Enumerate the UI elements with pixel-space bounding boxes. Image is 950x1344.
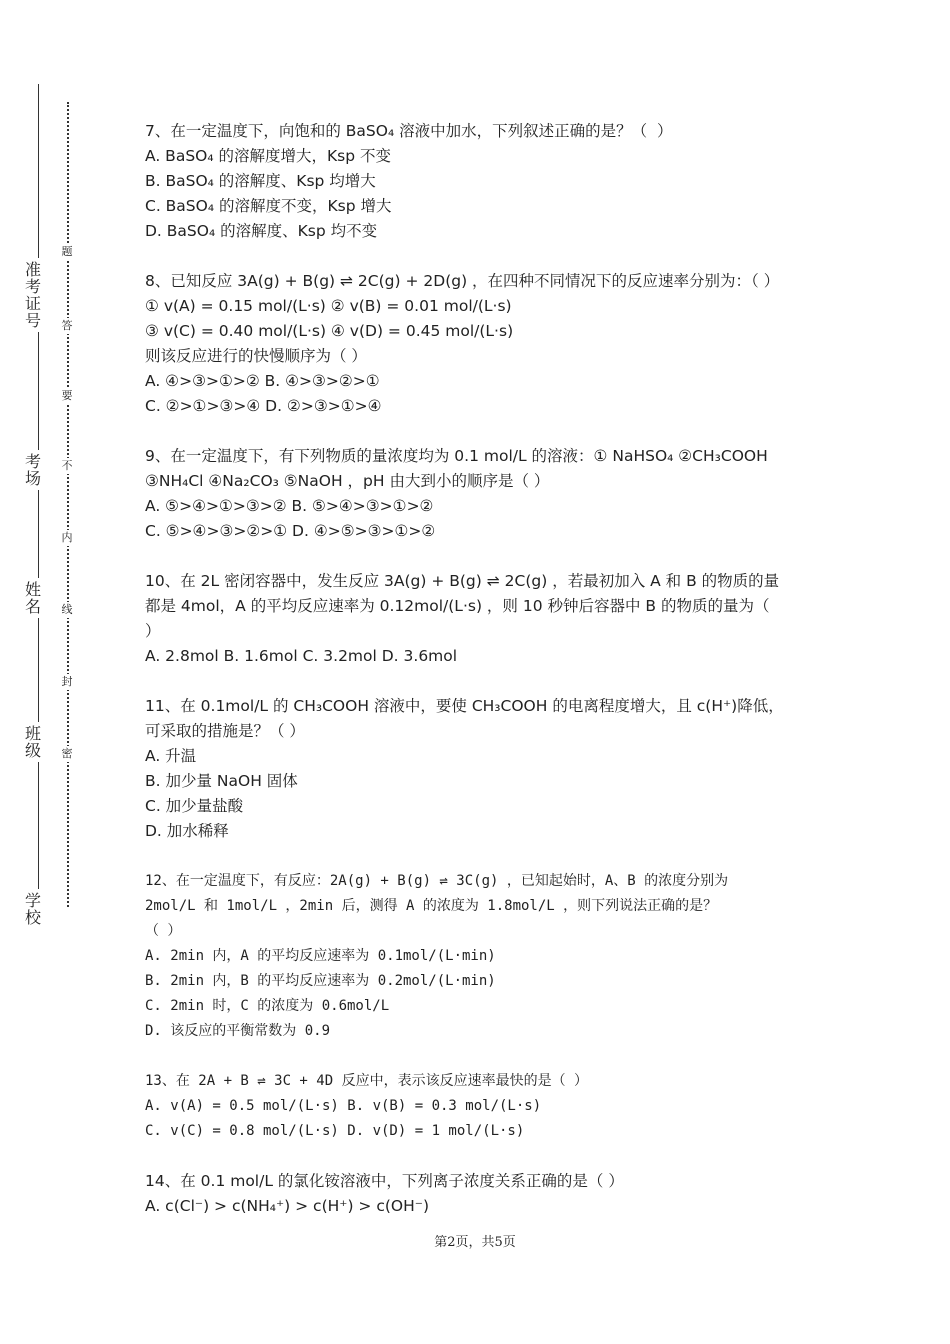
question-line: C. v(C) = 0.8 mol/(L·s) D. v(D) = 1 mol/(L·s): [145, 1123, 525, 1139]
question-line: A. 升温: [145, 747, 197, 765]
question-line: 都是 4mol，A 的平均反应速率为 0.12mol/(L·s) ，则 10 秒钟后容器中 B 的物质的量为（: [145, 597, 770, 615]
seal-char: 线: [61, 603, 73, 616]
question-line: A. BaSO₄ 的溶解度增大，Ksp 不变: [145, 147, 392, 165]
binding-solid-line: [38, 84, 39, 929]
question-12: [145, 869, 825, 1044]
question-8: [145, 269, 825, 419]
question-7: [145, 119, 825, 244]
question-11: [145, 694, 825, 844]
question-line: A. 2.8mol B. 1.6mol C. 3.2mol D. 3.6mol: [145, 647, 458, 665]
question-line: 则该反应进行的快慢顺序为（ ）: [145, 347, 367, 365]
label-exam-room: 考场: [24, 452, 41, 488]
page-footer: 第2页，共5页: [434, 1235, 516, 1250]
question-10: [145, 569, 825, 669]
question-line: A. ⑤>④>①>③>② B. ⑤>④>③>①>②: [145, 497, 434, 515]
question-line: C. BaSO₄ 的溶解度不变，Ksp 增大: [145, 197, 392, 215]
question-line: A. 2min 内，A 的平均反应速率为 0.1mol/(L·min): [145, 948, 496, 964]
question-line: C. 加少量盐酸: [145, 797, 244, 815]
question-stem: 10、在 2L 密闭容器中，发生反应 3A(g) + B(g) ⇌ 2C(g) ，若最初加入 A 和 B 的物质的量: [145, 572, 780, 590]
question-line: C. 2min 时，C 的浓度为 0.6mol/L: [145, 998, 390, 1014]
question-stem: 12、在一定温度下，有反应：2A(g) + B(g) ⇌ 3C(g) ，已知起始时，A、B 的浓度分别为: [145, 873, 729, 889]
question-line: D. 加水稀释: [145, 822, 229, 840]
question-line: B. 加少量 NaOH 固体: [145, 772, 298, 790]
label-exam-number: 准考证号: [24, 260, 41, 330]
label-class: 班级: [24, 724, 41, 760]
seal-char: 答: [61, 319, 73, 332]
question-9: [145, 444, 825, 544]
seal-char: 要: [61, 389, 73, 402]
question-line: ③NH₄Cl ④Na₂CO₃ ⑤NaOH ，pH 由大到小的顺序是（ ）: [145, 472, 550, 490]
question-line: D. BaSO₄ 的溶解度、Ksp 均不变: [145, 222, 378, 240]
question-line: 2mol/L 和 1mol/L ，2min 后，测得 A 的浓度为 1.8mol/L ，则下列说法正确的是？: [145, 898, 718, 914]
question-line: B. 2min 内，B 的平均反应速率为 0.2mol/(L·min): [145, 973, 496, 989]
question-line: C. ②>①>③>④ D. ②>③>①>④: [145, 397, 382, 415]
question-stem: 11、在 0.1mol/L 的 CH₃COOH 溶液中，要使 CH₃COOH 的电离程度增大，且 c(H⁺)降低，: [145, 697, 784, 715]
question-stem: 7、在一定温度下，向饱和的 BaSO₄ 溶液中加水，下列叙述正确的是？（ ）: [145, 122, 673, 140]
question-line: D. 该反应的平衡常数为 0.9: [145, 1023, 331, 1039]
question-line: A. v(A) = 0.5 mol/(L·s) B. v(B) = 0.3 mol/(L·s): [145, 1098, 542, 1114]
seal-char: 封: [61, 675, 73, 688]
question-line: ）: [145, 622, 161, 640]
question-line: （ ）: [145, 923, 182, 939]
question-stem: 13、在 2A + B ⇌ 3C + 4D 反应中，表示该反应速率最快的是（ ）: [145, 1073, 589, 1089]
question-14: [145, 1169, 825, 1219]
question-stem: 9、在一定温度下，有下列物质的量浓度均为 0.1 mol/L 的溶液：① NaHSO₄ ②CH₃COOH: [145, 447, 768, 465]
question-line: 可采取的措施是？（ ）: [145, 722, 305, 740]
question-list: [145, 119, 825, 1244]
question-stem: 14、在 0.1 mol/L 的氯化铵溶液中，下列离子浓度关系正确的是（ ）: [145, 1172, 624, 1190]
seal-char: 题: [61, 245, 73, 258]
seal-char: 密: [61, 747, 73, 760]
question-line: B. BaSO₄ 的溶解度、Ksp 均增大: [145, 172, 376, 190]
label-school: 学校: [24, 891, 41, 927]
seal-dotted-line: [67, 102, 69, 907]
label-name: 姓名: [24, 580, 41, 616]
question-stem: 8、已知反应 3A(g) + B(g) ⇌ 2C(g) + 2D(g) ，在四种不同情况下的反应速率分别为：（ ）: [145, 272, 780, 290]
question-line: C. ⑤>④>③>②>① D. ④>⑤>③>①>②: [145, 522, 436, 540]
question-line: A. c(Cl⁻) > c(NH₄⁺) > c(H⁺) > c(OH⁻): [145, 1197, 430, 1215]
seal-char: 不: [61, 459, 73, 472]
question-line: ③ v(C) = 0.40 mol/(L·s) ④ v(D) = 0.45 mol/(L·s): [145, 322, 514, 340]
seal-char: 内: [61, 531, 73, 544]
question-line: ① v(A) = 0.15 mol/(L·s) ② v(B) = 0.01 mol/(L·s): [145, 297, 512, 315]
question-line: A. ④>③>①>② B. ④>③>②>①: [145, 372, 380, 390]
question-13: [145, 1069, 825, 1144]
